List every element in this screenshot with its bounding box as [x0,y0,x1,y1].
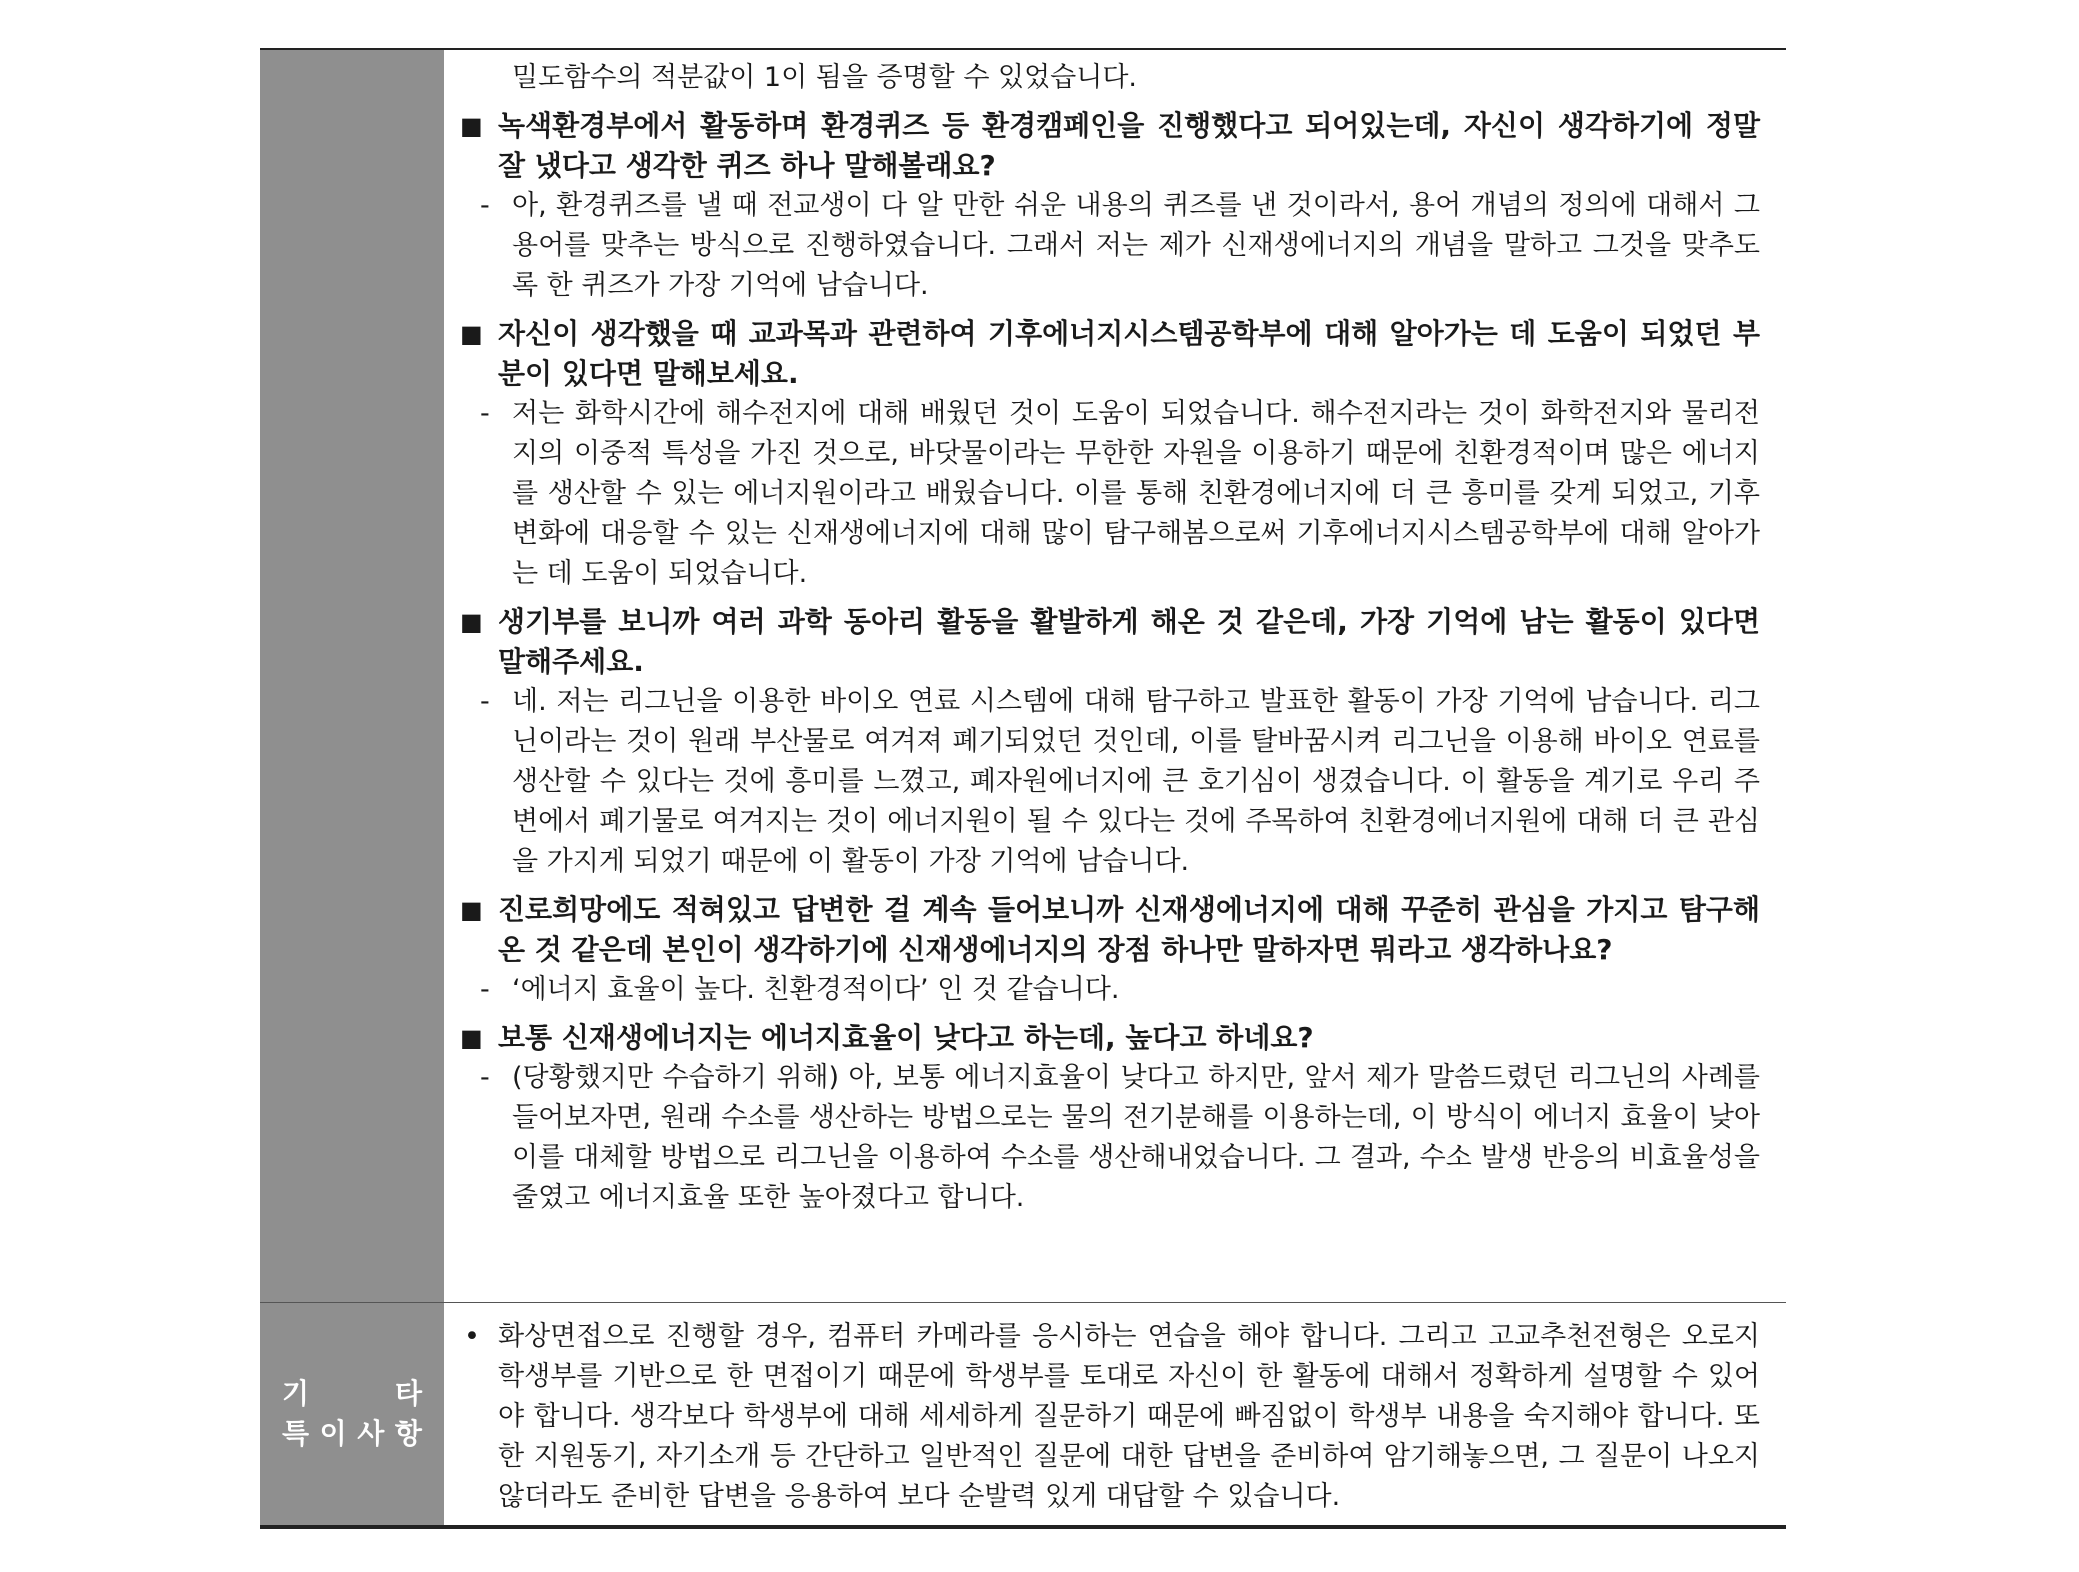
label-line-2 [282,1414,422,1454]
other-notes-label [260,1303,444,1525]
note-item [460,1317,1760,1517]
answer [460,186,1760,306]
dash-bullet-icon: - [480,686,490,717]
question-text: 생기부를 보니까 여러 과학 동아리 활동을 활발하게 해온 것 같은데, 가장 기억에 남는 활동이 있다면 말해주세요. [498,605,1760,678]
answer-text: 저는 화학시간에 해수전지에 대해 배웠던 것이 도움이 되었습니다. 해수전지라는 것이 화학전지와 물리전지의 이중적 특성을 가진 것으로, 바닷물이라는 무한한 자원을 이용하기 때문에 친환경적이며 많은 에너지를 생산할 수 있는 에너지원이라고 배웠습니다. 이를 통해 친환경에너지에 더 큰 흥미를 갖게 되었고, 기후변화에 대응할 수 있는 신재생에너지에 대해 많이 탐구해봄으로써 기후에너지시스템공학부에 대해 알아가는 데 도움이 되었습니다. [512,398,1760,589]
other-notes-row [260,1302,1786,1525]
label-char: 기 [282,1377,310,1410]
question [460,106,1760,186]
answer [460,1058,1760,1218]
question [460,1018,1760,1058]
question [460,602,1760,682]
answer [460,394,1760,594]
interview-table [260,48,1786,1529]
question [460,314,1760,394]
question-text: 진로희망에도 적혀있고 답변한 걸 계속 들어보니까 신재생에너지에 대해 꾸준히 관심을 가지고 탐구해온 것 같은데 본인이 생각하기에 신재생에너지의 장점 하나만 말하자면 뭐라고 생각하나요? [498,893,1760,966]
answer-text: 아, 환경퀴즈를 낼 때 전교생이 다 알 만한 쉬운 내용의 퀴즈를 낸 것이라서, 용어 개념의 정의에 대해서 그 용어를 맞추는 방식으로 진행하였습니다. 그래서 저는 제가 신재생에너지의 개념을 말하고 그것을 맞추도록 한 퀴즈가 가장 기억에 남습니다. [512,190,1760,301]
square-bullet-icon: ■ [460,896,483,924]
label-char: 이 [319,1417,347,1450]
answer-text: ‘에너지 효율이 높다. 친환경적이다’ 인 것 같습니다. [512,974,1120,1005]
dash-bullet-icon: - [480,974,490,1005]
answer-text: (당황했지만 수습하기 위해) 아, 보통 에너지효율이 낮다고 하지만, 앞서 제가 말씀드렸던 리그닌의 사례를 들어보자면, 원래 수소를 생산하는 방법으로는 물의 전기분해를 이용하는데, 이 방식이 에너지 효율이 낮아 이를 대체할 방법으로 리그닌을 이용하여 수소를 생산해내었습니다. 그 결과, 수소 발생 반응의 비효율성을 줄였고 에너지효율 또한 높아졌다고 합니다. [512,1062,1760,1213]
square-bullet-icon: ■ [460,1024,483,1052]
continuation-text: 밀도함수의 적분값이 1이 됨을 증명할 수 있었습니다. [512,62,1137,93]
square-bullet-icon: ■ [460,112,483,140]
label-char: 특 [282,1417,310,1450]
interview-label-cell [260,50,444,1302]
label-line-1 [282,1374,422,1414]
interview-content [444,50,1786,1302]
label-char: 사 [357,1417,385,1450]
label-char: 항 [394,1417,422,1450]
question-text: 자신이 생각했을 때 교과목과 관련하여 기후에너지시스템공학부에 대해 알아가는 데 도움이 되었던 부분이 있다면 말해보세요. [498,317,1760,390]
dash-bullet-icon: - [480,1062,490,1093]
label-char: 타 [394,1377,422,1410]
square-bullet-icon: ■ [460,320,483,348]
square-bullet-icon: ■ [460,608,483,636]
note-text: 화상면접으로 진행할 경우, 컴퓨터 카메라를 응시하는 연습을 해야 합니다. 그리고 고교추천전형은 오로지 학생부를 기반으로 한 면접이기 때문에 학생부를 토대로 자신이 한 활동에 대해서 정확하게 설명할 수 있어야 합니다. 생각보다 학생부에 대해 세세하게 질문하기 때문에 빠짐없이 학생부 내용을 숙지해야 합니다. 또한 지원동기, 자기소개 등 간단하고 일반적인 질문에 대한 답변을 준비하여 암기해놓으면, 그 질문이 나오지 않더라도 준비한 답변을 응용하여 보다 순발력 있게 대답할 수 있습니다. [498,1321,1760,1512]
question-text: 보통 신재생에너지는 에너지효율이 낮다고 하는데, 높다고 하네요? [498,1021,1314,1054]
answer [460,682,1760,882]
dash-bullet-icon: - [480,398,490,429]
dot-bullet-icon: • [464,1321,480,1352]
other-notes-content [444,1303,1786,1525]
question [460,890,1760,970]
answer-text: 네. 저는 리그닌을 이용한 바이오 연료 시스템에 대해 탐구하고 발표한 활동이 가장 기억에 남습니다. 리그닌이라는 것이 원래 부산물로 여겨져 폐기되었던 것인데, 이를 탈바꿈시켜 리그닌을 이용해 바이오 연료를 생산할 수 있다는 것에 흥미를 느꼈고, 폐자원에너지에 큰 호기심이 생겼습니다. 이 활동을 계기로 우리 주변에서 폐기물로 여겨지는 것이 에너지원이 될 수 있다는 것에 주목하여 친환경에너지원에 대해 더 큰 관심을 가지게 되었기 때문에 이 활동이 가장 기억에 남습니다. [512,686,1760,877]
question-text: 녹색환경부에서 활동하며 환경퀴즈 등 환경캠페인을 진행했다고 되어있는데, 자신이 생각하기에 정말 잘 냈다고 생각한 퀴즈 하나 말해볼래요? [498,109,1760,182]
dash-bullet-icon: - [480,190,490,221]
answer [460,970,1760,1010]
interview-row [260,50,1786,1302]
